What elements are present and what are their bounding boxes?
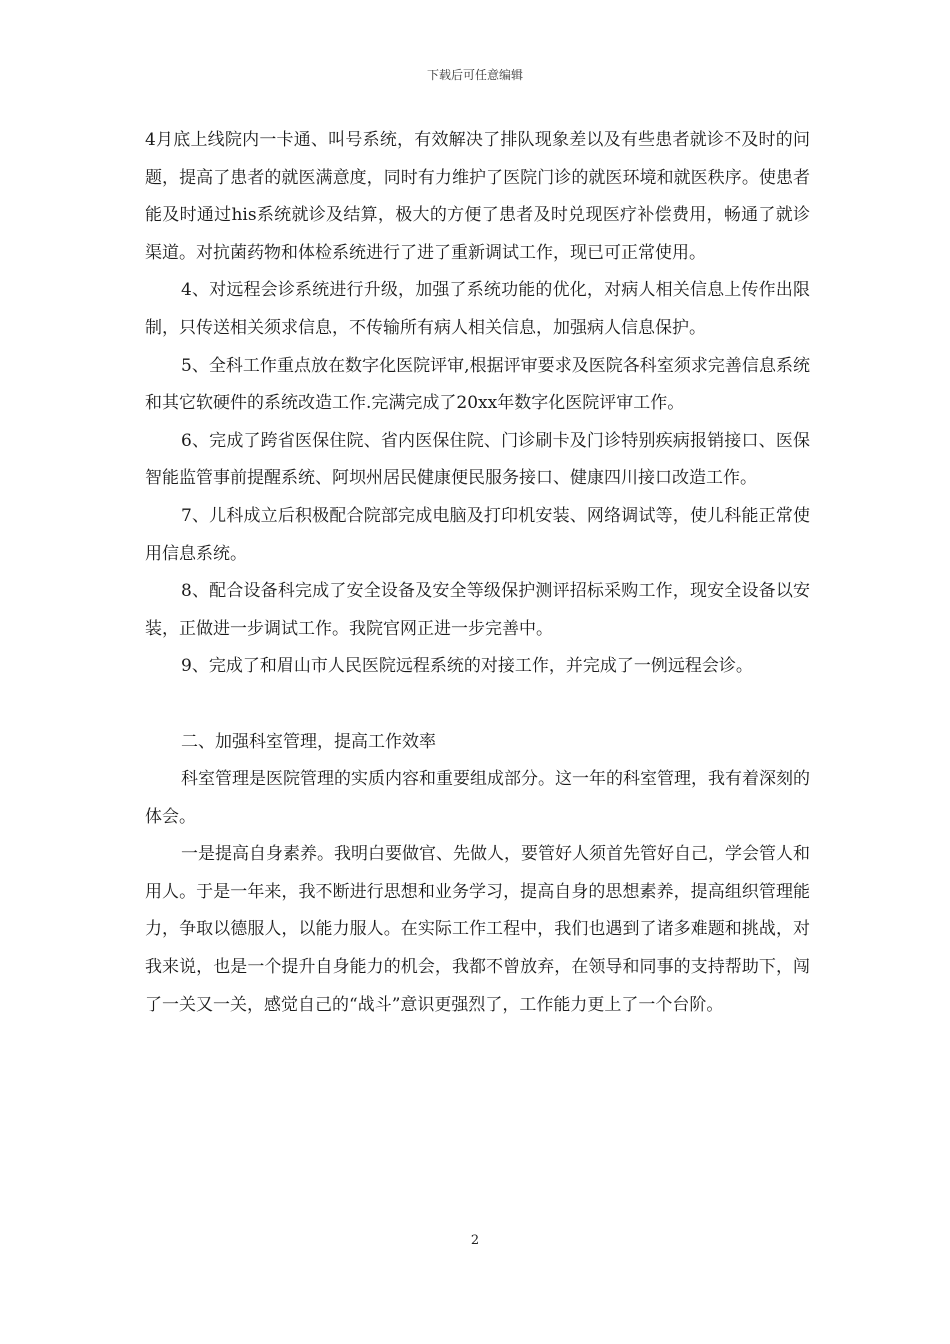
paragraph-item-8: 8、配合设备科完成了安全设备及安全等级保护测评招标采购工作，现安全设备以安装，正做进一步调试工作。我院官网正进一步完善中。 bbox=[145, 581, 810, 639]
paragraph-system-launch: 4月底上线院内一卡通、叫号系统，有效解决了排队现象差以及有些患者就诊不及时的问题，提高了患者的就医满意度，同时有力维护了医院门诊的就医环境和就医秩序。使患者能及时通过his系统就诊及结算，极大的方便了患者及时兑现医疗补偿费用，畅通了就诊渠道。对抗菌药物和体检系统进行了进了重新调试工作，现已可正常使用。 bbox=[145, 130, 810, 263]
page-number: 2 bbox=[470, 1233, 480, 1248]
page-header-note: 下载后可任意编辑 bbox=[426, 68, 523, 82]
paragraph-item-4: 4、对远程会诊系统进行升级，加强了系统功能的优化，对病人相关信息上传作出限制，只传送相关须求信息，不传输所有病人相关信息，加强病人信息保护。 bbox=[145, 280, 810, 338]
paragraph-management-intro: 科室管理是医院管理的实质内容和重要组成部分。这一年的科室管理，我有着深刻的体会。 bbox=[145, 769, 810, 827]
paragraph-item-5: 5、全科工作重点放在数字化医院评审,根据评审要求及医院各科室须求完善信息系统和其它软硬件的系统改造工作.完满完成了20xx年数字化医院评审工作。 bbox=[145, 355, 810, 414]
document-body bbox=[145, 122, 810, 1024]
section-heading: 二、加强科室管理，提高工作效率 bbox=[181, 731, 436, 752]
paragraph-item-9: 9、完成了和眉山市人民医院远程系统的对接工作，并完成了一例远程会诊。 bbox=[181, 656, 753, 677]
paragraph-item-7: 7、儿科成立后积极配合院部完成电脑及打印机安装、网络调试等，使儿科能正常使用信息系统。 bbox=[145, 505, 810, 564]
paragraph-item-6: 6、完成了跨省医保住院、省内医保住院、门诊刷卡及门诊特别疾病报销接口、医保智能监管事前提醒系统、阿坝州居民健康便民服务接口、健康四川接口改造工作。 bbox=[145, 430, 810, 489]
paragraph-self-improvement: 一是提高自身素养。我明白要做官、先做人，要管好人须首先管好自己，学会管人和用人。于是一年来，我不断进行思想和业务学习，提高自身的思想素养，提高组织管理能力，争取以德服人，以能力服人。在实际工作工程中，我们也遇到了诸多难题和挑战，对我来说，也是一个提升自身能力的机会，我都不曾放弃，在领导和同事的支持帮助下，闯了一关又一关，感觉自己的“战斗”意识更强烈了，工作能力更上了一个台阶。 bbox=[145, 844, 810, 1015]
